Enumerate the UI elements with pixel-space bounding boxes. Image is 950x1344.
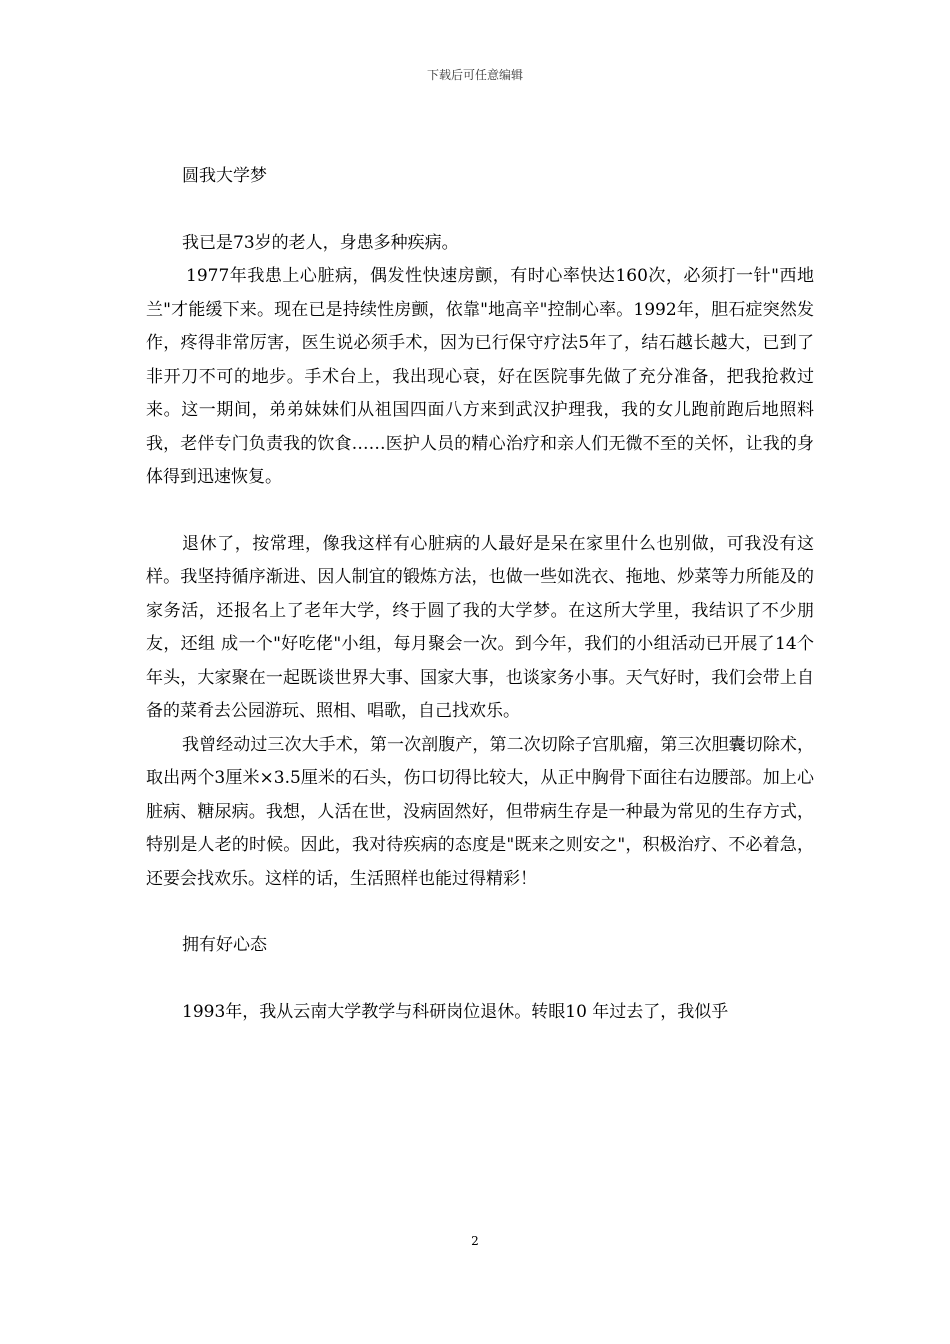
page-number: 2 [471, 1234, 479, 1248]
section-title: 拥有好心态 [182, 935, 267, 955]
paragraph: 1993年，我从云南大学教学与科研岗位退休。转眼10 年过去了，我似乎 [182, 1001, 729, 1022]
section-title: 圆我大学梦 [182, 166, 267, 186]
paragraph: 我已是73岁的老人，身患多种疾病。 [182, 232, 459, 253]
paragraph: 1977年我患上心脏病，偶发性快速房颤，有时心率快达160次，必须打一针"西地兰"才能缓下来。现在已是持续性房颤，依靠"地高辛"控制心率。1992年，胆石症突然发作，疼得非常厉害，医生说必须手术，因为已行保守疗法5年了，结石越长越大，已到了非开刀不可的地步。手术台上，我出现心衰，好在医院事先做了充分准备，把我抢救过来。这一期间，弟弟妹妹们从祖国四面八方来到武汉护理我，我的女儿跑前跑后地照料我，老伴专门负责我的饮食……医护人员的精心治疗和亲人们无微不至的关怀，让我的身体得到迅速恢复。 [146, 266, 814, 487]
document-body [146, 160, 814, 1029]
paragraph: 退休了，按常理，像我这样有心脏病的人最好是呆在家里什么也别做，可我没有这样。我坚持循序渐进、因人制宜的锻炼方法，也做一些如洗衣、拖地、炒菜等力所能及的家务活，还报名上了老年大学，终于圆了我的大学梦。在这所大学里，我结识了不少朋友，还组 成一个"好吃佬"小组，每月聚会一次。到今年，我们的小组活动已开展了14个年头，大家聚在一起既谈世界大事、国家大事，也谈家务小事。天气好时，我们会带上自备的菜肴去公园游玩、照相、唱歌，自己找欢乐。 [146, 533, 814, 721]
paragraph: 我曾经动过三次大手术，第一次剖腹产，第二次切除子宫肌瘤，第三次胆囊切除术，取出两个3厘米×3.5厘米的石头，伤口切得比较大，从正中胸骨下面往右边腰部。加上心脏病、糖尿病。我想，人活在世，没病固然好，但带病生存是一种最为常见的生存方式，特别是人老的时候。因此，我对待疾病的态度是"既来之则安之"，积极治疗、不必着急，还要会找欢乐。这样的话，生活照样也能过得精彩！ [146, 734, 814, 889]
page-header: 下载后可任意编辑 [426, 68, 523, 82]
